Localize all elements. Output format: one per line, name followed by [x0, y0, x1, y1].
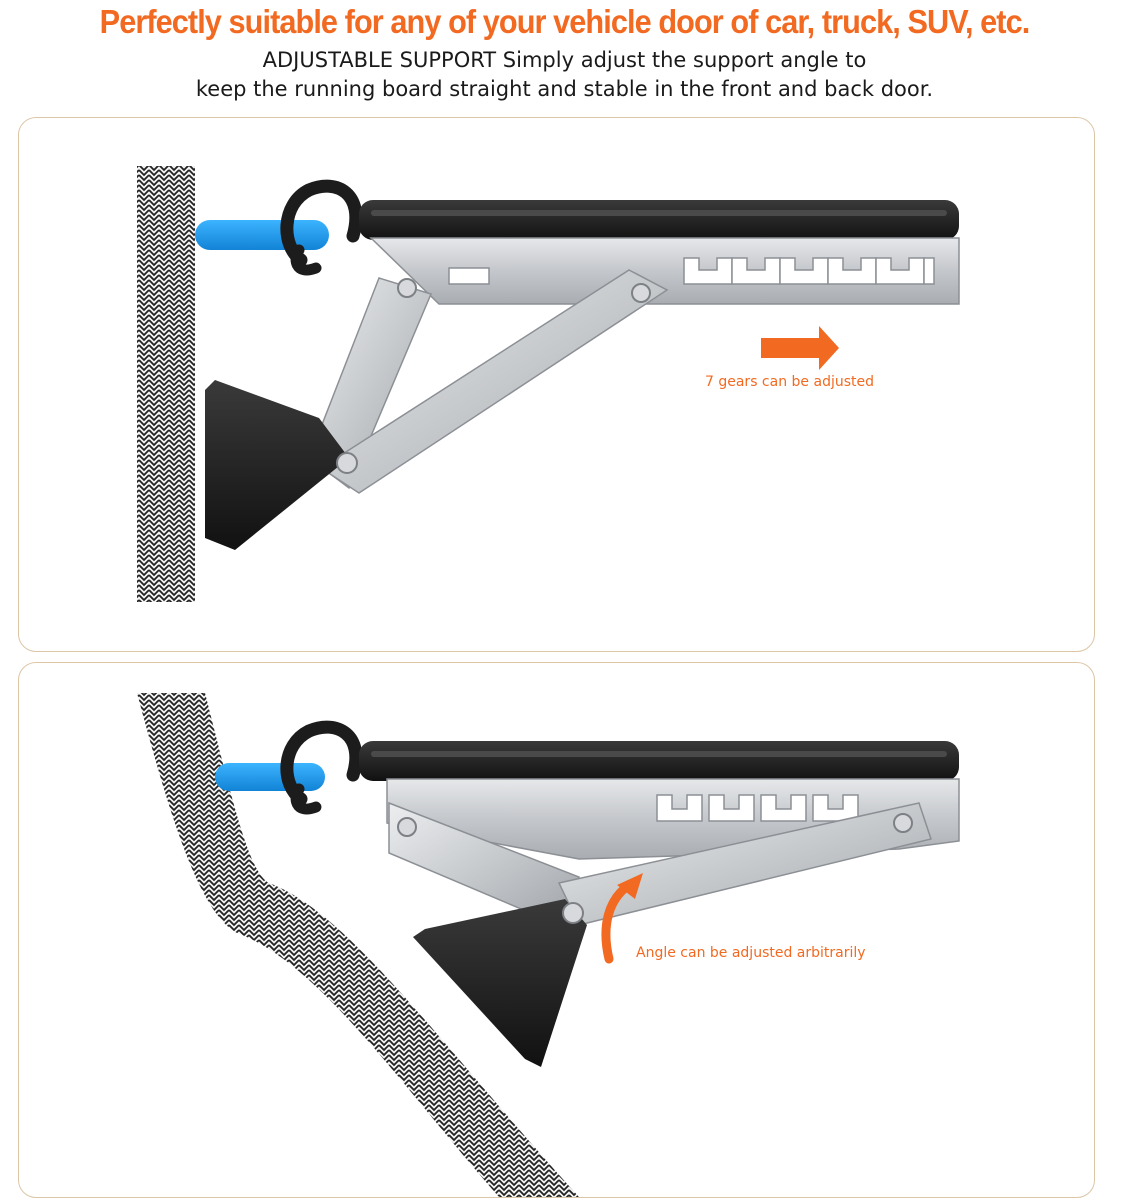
rivet-icon [337, 453, 357, 473]
panel-straight-door [18, 117, 1095, 652]
rivet-icon [563, 903, 583, 923]
hook-bar [195, 220, 329, 250]
subtitle-line-1: ADJUSTABLE SUPPORT Simply adjust the support angle to [262, 48, 867, 72]
angle-caption: Angle can be adjusted arbitrarily [636, 945, 866, 961]
right-arrow-icon [761, 326, 839, 370]
panel-curved-door [18, 662, 1095, 1198]
rubber-foot [205, 380, 349, 550]
gears-caption: 7 gears can be adjusted [705, 374, 874, 390]
door-frame-texture [137, 166, 195, 602]
rivet-icon [398, 818, 416, 836]
hook-bar [215, 763, 325, 791]
subtitle [0, 46, 1129, 104]
headline: Perfectly suitable for any of your vehicle door of car, truck, SUV, etc. [99, 3, 1030, 40]
rivet-icon [398, 279, 416, 297]
step-illustration-top [19, 118, 1094, 651]
step-board [359, 200, 959, 240]
subtitle-line-2: keep the running board straight and stable in the front and back door. [195, 77, 934, 101]
step-board [359, 741, 959, 781]
rivet-icon [632, 284, 650, 302]
rivet-icon [894, 814, 912, 832]
step-illustration-bottom [19, 663, 1094, 1197]
